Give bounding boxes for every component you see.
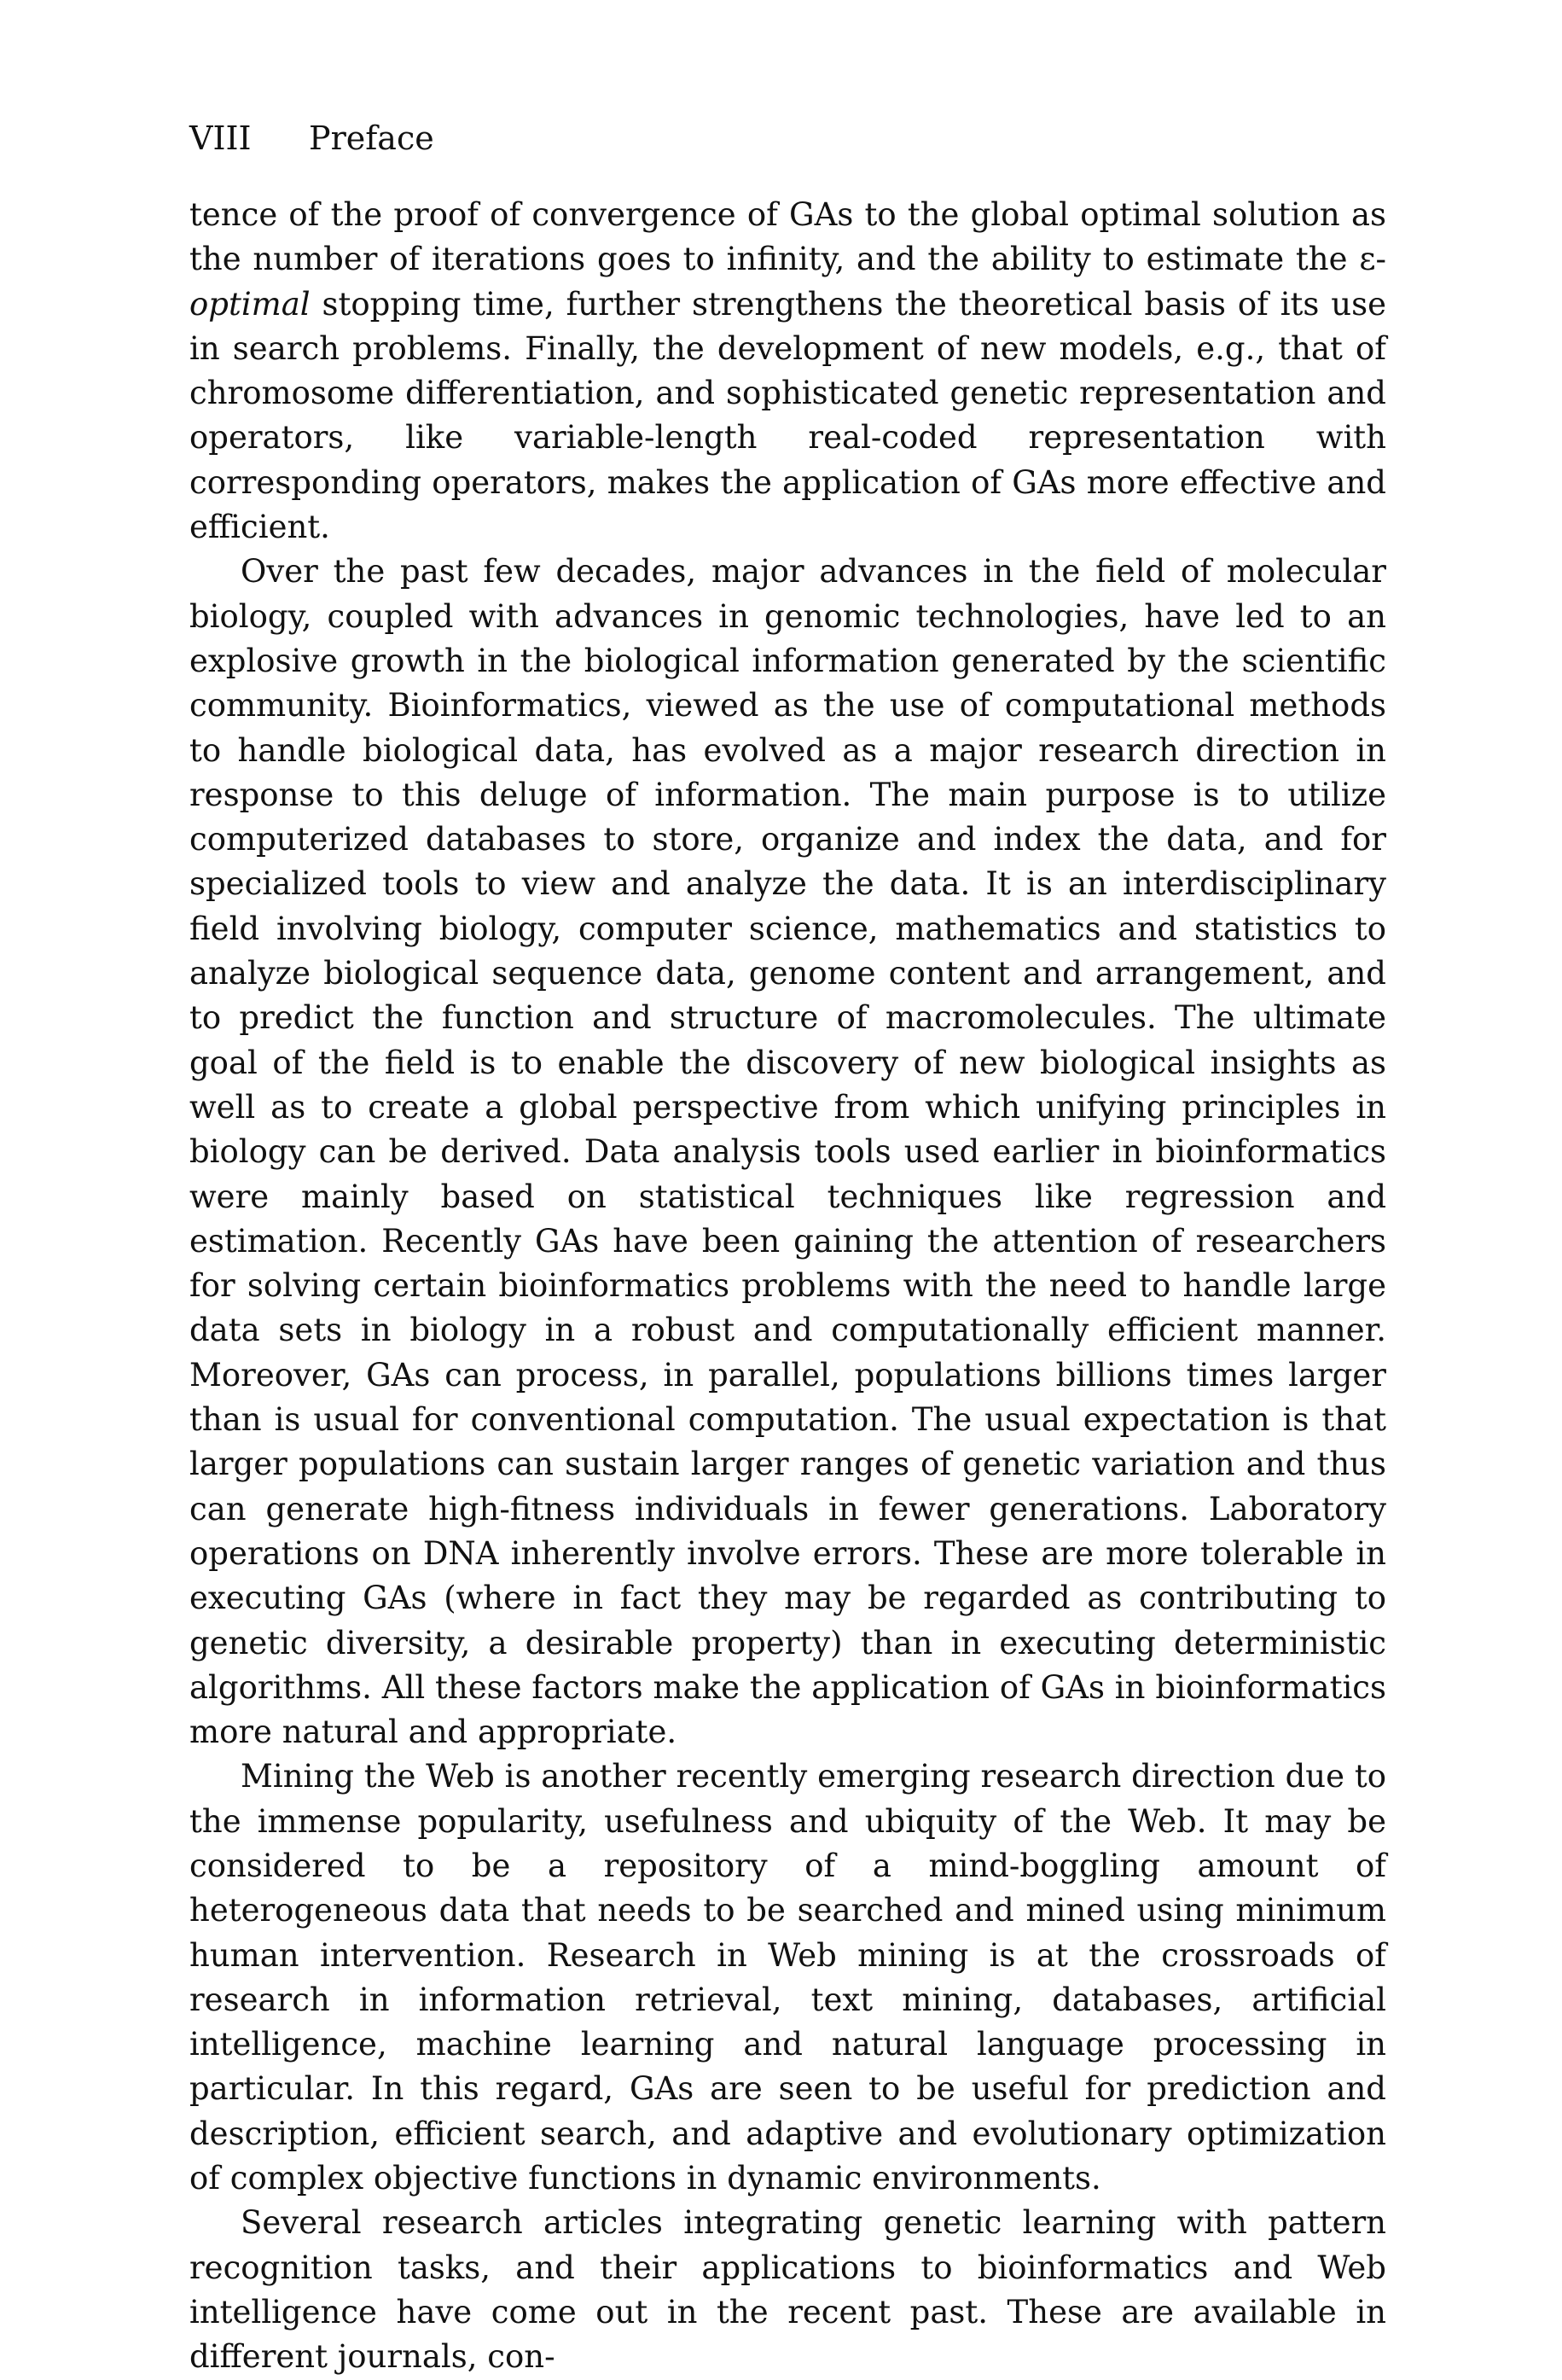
body-text <box>189 193 1386 2380</box>
paragraph-1-text-before: tence of the proof of convergence of GAs to the global optimal solution as the number of iterations goes to infinity, and the ability to estimate the ε- <box>189 196 1386 278</box>
paragraph-1-emphasis: optimal <box>189 285 311 323</box>
paragraph-4: Several research articles integrating genetic learning with pattern recognition tasks, and their applications to bioinformatics and Web intelligence have come out in the recent past. These are available in different journals, con- <box>189 2204 1386 2376</box>
paragraph-2: Over the past few decades, major advances in the field of molecular biology, coupled with advances in genomic technologies, have led to an explosive growth in the biological information generated by the scientific community. Bioinformatics, viewed as the use of computational methods to handle biological data, has evolved as a major research direction in response to this deluge of information. The main purpose is to utilize computerized databases to store, organize and index the data, and for specialized tools to view and analyze the data. It is an interdisciplinary field involving biology, computer science, mathematics and statistics to analyze biological sequence data, genome content and arrangement, and to predict the function and structure of macromolecules. The ultimate goal of the field is to enable the discovery of new biological insights as well as to create a global perspective from which unifying principles in biology can be derived. Data analysis tools used earlier in bioinformatics were mainly based on statistical techniques like regression and estimation. Recently GAs have been gaining the attention of researchers for solving certain bioinformatics problems with the need to handle large data sets in biology in a robust and computationally efficient manner. Moreover, GAs can process, in parallel, populations billions times larger than is usual for conventional computation. The usual expectation is that larger populations can sustain larger ranges of genetic variation and thus can generate high-fitness individuals in fewer generations. Laboratory operations on DNA inherently involve errors. These are more tolerable in executing GAs (where in fact they may be regarded as contributing to genetic diversity, a desirable property) than in executing deterministic algorithms. All these factors make the application of GAs in bioinformatics more natural and appropriate. <box>189 553 1386 1751</box>
paragraph-1 <box>189 193 1386 550</box>
running-head <box>189 116 434 160</box>
page-number: VIII <box>189 119 252 157</box>
paragraph-1-text-after: stopping time, further strengthens the theoretical basis of its use in search problems. Finally, the development of new models, e.g., that of chromosome differentiation, and sophisticated genetic representation and operators, like variable-length real-coded representation with corresponding operators, makes the application of GAs more effective and efficient. <box>189 285 1386 546</box>
section-title: Preface <box>309 119 434 157</box>
paragraph-3: Mining the Web is another recently emerging research direction due to the immense popularity, usefulness and ubiquity of the Web. It may be considered to be a repository of a mind-boggling amount of heterogeneous data that needs to be searched and mined using minimum human intervention. Research in Web mining is at the crossroads of research in information retrieval, text mining, databases, artificial intelligence, machine learning and natural language processing in particular. In this regard, GAs are seen to be useful for prediction and description, efficient search, and adaptive and evolutionary optimization of complex objective functions in dynamic environments. <box>189 1758 1386 2197</box>
